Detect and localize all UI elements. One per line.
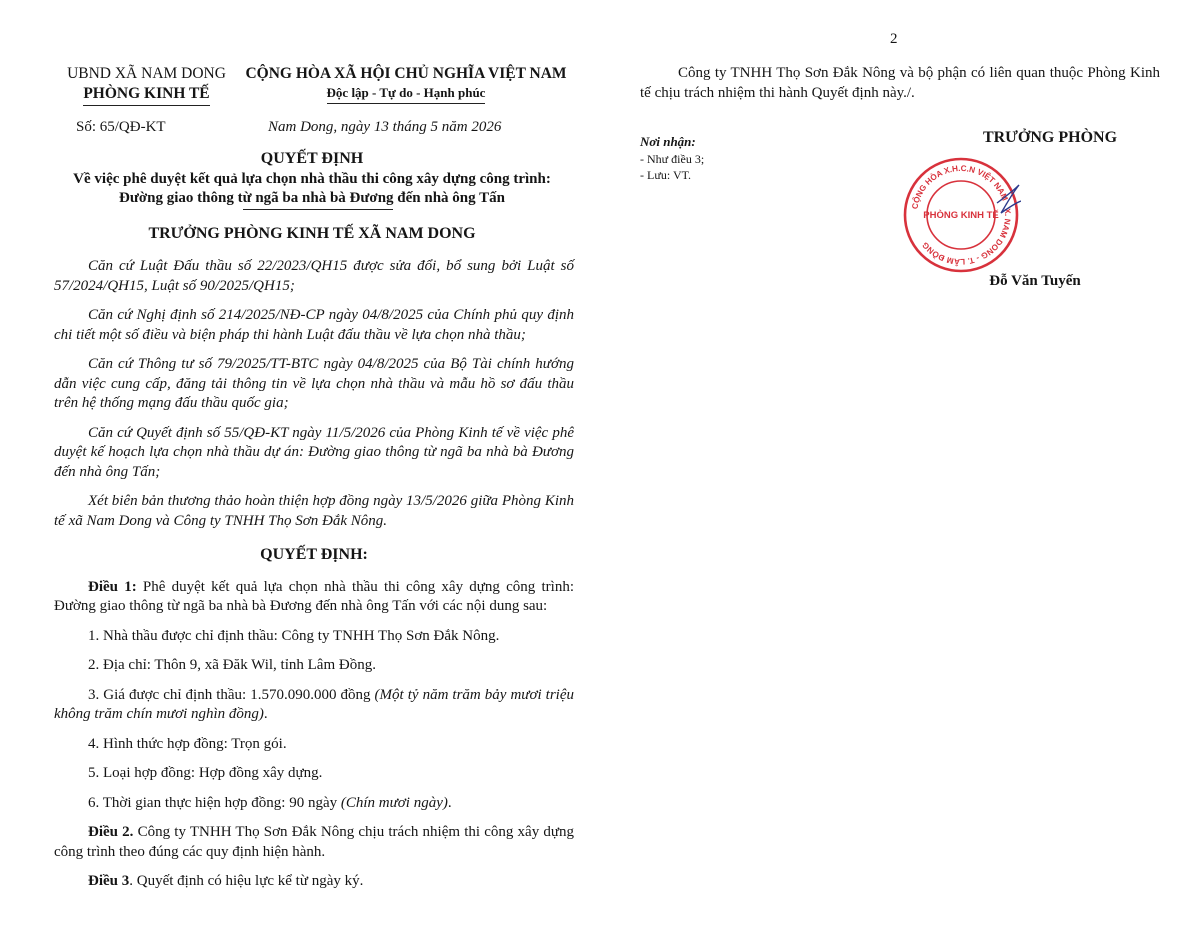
closing-clause: Công ty TNHH Thọ Sơn Đắk Nông và bộ phận có liên quan thuộc Phòng Kinh tế chịu trách nhiệm thi hành Quyết định này./. bbox=[640, 65, 1160, 101]
seal-ring-text: CỘNG HÒA X.H.C.N VIỆT NAM · X. NAM DONG - T. LÂM ĐỒNG bbox=[910, 163, 1013, 267]
article-2 bbox=[54, 823, 574, 862]
legal-basis-2: Căn cứ Nghị định số 214/2025/NĐ-CP ngày 04/8/2025 của Chính phủ quy định chi tiết một số điều và biện pháp thi hành Luật đấu thầu về lựa chọn nhà thầu; bbox=[54, 307, 574, 343]
item-3-note: (Một tỷ năm trăm bảy mươi triệu không trăm chín mươi nghìn đồng) bbox=[54, 686, 575, 723]
recipient-item: - Như điều 3; bbox=[640, 151, 705, 166]
article-3-text: . Quyết định có hiệu lực kể từ ngày ký. bbox=[129, 873, 364, 890]
recipients-label: Nơi nhận: bbox=[640, 134, 696, 149]
list-item bbox=[54, 686, 574, 725]
item-6-end: . bbox=[447, 794, 452, 811]
agency-parent: UBND XÃ NAM DONG bbox=[67, 65, 226, 82]
legal-basis-1: Căn cứ Luật Đấu thầu số 22/2023/QH15 được sửa đổi, bổ sung bởi Luật số 57/2024/QH15, Luật số 90/2025/QH15; bbox=[54, 258, 574, 294]
item-3-text: 3. Giá được chỉ định thầu: 1.570.090.000 đồng bbox=[88, 686, 375, 703]
list-item bbox=[54, 794, 574, 814]
list-item: 1. Nhà thầu được chỉ định thầu: Công ty TNHH Thọ Sơn Đắk Nông. bbox=[88, 627, 500, 644]
article-3-label: Điều 3 bbox=[88, 873, 130, 890]
article-1-text: Phê duyệt kết quả lựa chọn nhà thầu thi công xây dựng công trình: Đường giao thông từ ngã ba nhà bà Đương đến nhà ông Tấn với các nội dung sau: bbox=[54, 578, 575, 615]
article-2-label: Điều 2. bbox=[88, 824, 134, 841]
signatory-title: TRƯỞNG PHÒNG bbox=[982, 129, 1118, 146]
list-item: 5. Loại hợp đồng: Hợp đồng xây dựng. bbox=[88, 765, 323, 782]
place-date: Nam Dong, ngày 13 tháng 5 năm 2026 bbox=[268, 119, 502, 135]
article-1-label: Điều 1: bbox=[88, 578, 137, 595]
list-item: 4. Hình thức hợp đồng: Trọn gói. bbox=[88, 735, 287, 752]
list-item: 2. Địa chỉ: Thôn 9, xã Đăk Wil, tỉnh Lâm Đồng. bbox=[88, 657, 376, 674]
article-1 bbox=[54, 578, 574, 617]
country-name: CỘNG HÒA XÃ HỘI CHỦ NGHĨA VIỆT NAM bbox=[245, 65, 567, 82]
legal-basis-3: Căn cứ Thông tư số 79/2025/TT-BTC ngày 04/8/2025 của Bộ Tài chính hướng dẫn việc cung cấp, đăng tải thông tin về lựa chọn nhà thầu và mẫu hồ sơ đấu thầu trên hệ thống mạng đấu thầu quốc gia; bbox=[54, 356, 574, 411]
legal-basis-5: Xét biên bản thương thảo hoàn thiện hợp đồng ngày 13/5/2026 giữa Phòng Kinh tế xã Nam Dong và Công ty TNHH Thọ Sơn Đắk Nông. bbox=[54, 493, 574, 529]
recipients-block bbox=[640, 133, 840, 183]
national-header bbox=[242, 64, 570, 104]
issuing-authority: TRƯỞNG PHÒNG KINH TẾ XÃ NAM DONG bbox=[148, 225, 476, 242]
document-body bbox=[54, 257, 574, 902]
recipient-item: - Lưu: VT. bbox=[640, 167, 692, 182]
signer-name: Đỗ Văn Tuyến bbox=[989, 273, 1081, 289]
page-number: 2 bbox=[890, 31, 898, 47]
item-6-text: 6. Thời gian thực hiện hợp đồng: 90 ngày bbox=[88, 794, 341, 811]
seal-center-text: PHÒNG KINH TẾ bbox=[923, 210, 999, 221]
decision-heading: QUYẾT ĐỊNH: bbox=[260, 546, 368, 563]
subject-line-1: Về việc phê duyệt kết quả lựa chọn nhà thầu thi công xây dựng công trình: bbox=[73, 170, 551, 187]
national-motto: Độc lập - Tự do - Hạnh phúc bbox=[327, 85, 486, 104]
issuing-agency bbox=[54, 64, 239, 106]
document-title bbox=[54, 149, 570, 210]
article-3 bbox=[54, 872, 574, 892]
article-2-text: Công ty TNHH Thọ Sơn Đắk Nông chịu trách nhiệm thi công xây dựng công trình theo đúng các quy định hiện hành. bbox=[54, 824, 574, 860]
official-seal-icon bbox=[901, 155, 1021, 275]
title-underline bbox=[243, 209, 393, 210]
subject-line-2: Đường giao thông từ ngã ba nhà bà Đương đến nhà ông Tấn bbox=[119, 190, 505, 207]
item-6-note: (Chín mươi ngày) bbox=[340, 794, 448, 811]
legal-basis-4: Căn cứ Quyết định số 55/QĐ-KT ngày 11/5/2026 của Phòng Kinh tế về việc phê duyệt kế hoạch lựa chọn nhà thầu dự án: Đường giao thông từ ngã ba nhà bà Đương đến nhà ông Tấn; bbox=[54, 424, 574, 480]
document-number: Số: 65/QĐ-KT bbox=[76, 119, 166, 135]
item-3-end: . bbox=[263, 706, 268, 723]
document-type: QUYẾT ĐỊNH bbox=[260, 150, 364, 167]
agency-unit: PHÒNG KINH TẾ bbox=[83, 84, 209, 106]
